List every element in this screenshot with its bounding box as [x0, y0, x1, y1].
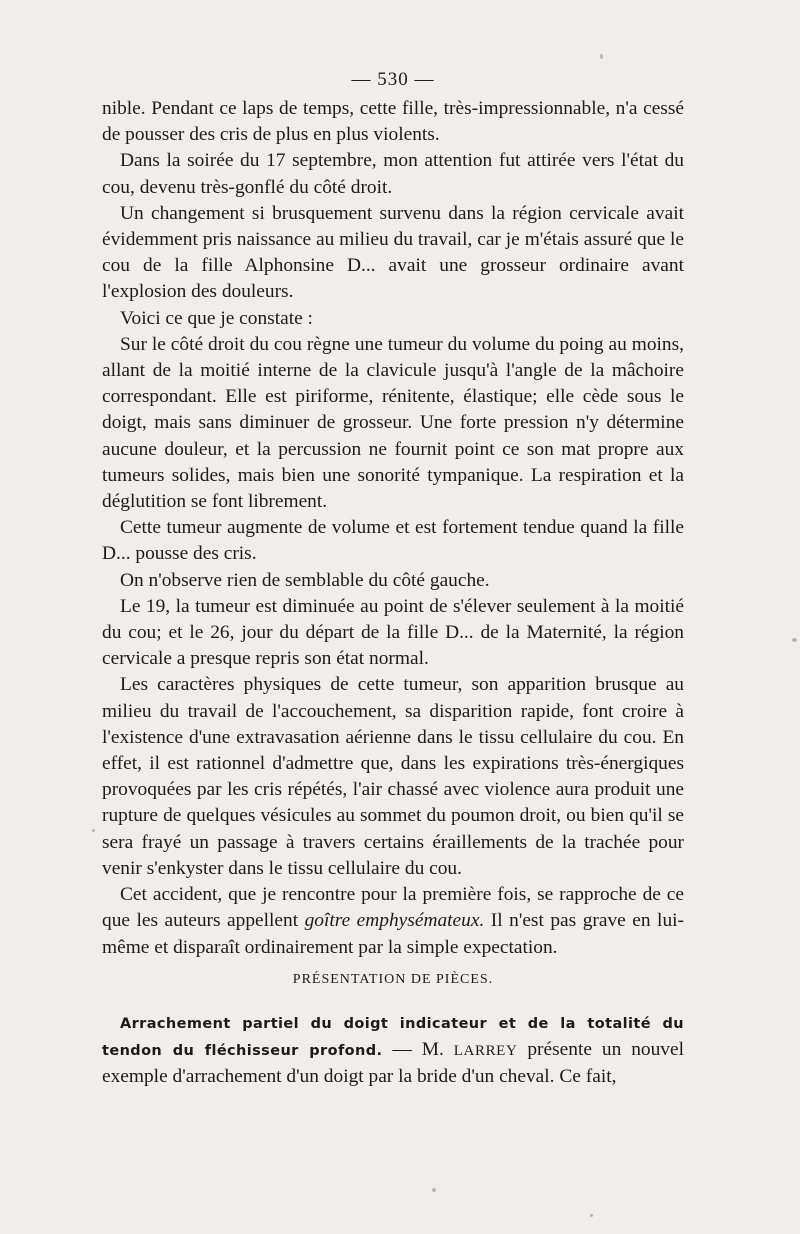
paragraph: Le 19, la tumeur est diminuée au point de s'élever seulement à la moitié du cou; et le 26, jour du départ de la fille D... de la Maternité, la région cervicale a presque repris son état normal.: [102, 595, 684, 670]
author-name: LARREY: [453, 1042, 518, 1059]
paragraph: [102, 882, 684, 961]
paragraph: Dans la soirée du 17 septembre, mon attention fut attirée vers l'état du cou, devenu très-gonflé du côté droit.: [102, 150, 684, 198]
paragraph: Voici ce que je constate :: [120, 307, 313, 329]
section-heading: PRÉSENTATION DE PIÈCES.: [292, 971, 494, 987]
page-content: [102, 66, 684, 1090]
paragraph: Cette tumeur augmente de volume et est fortement tendue quand la fille D... pousse des cris.: [102, 517, 684, 565]
page-number: — 530 —: [351, 69, 435, 90]
paragraph-text: Il n'est pas grave en lui-même et disparaît ordinairement par la simple expectation.: [102, 910, 684, 958]
paragraph: On n'observe rien de semblable du côté gauche.: [120, 569, 490, 591]
paper-speck: [600, 54, 603, 59]
paragraph-text: Cet accident, que je rencontre pour la première fois, se rapproche de ce que les auteurs appellent: [102, 884, 684, 932]
paragraph: Un changement si brusquement survenu dans la région cervicale avait évidemment pris naissance au milieu du travail, car je m'étais assuré que le cou de la fille Alphonsine D... avait une grosseur ordinaire avant l'explosion des douleurs.: [102, 202, 684, 303]
paper-speck: [792, 638, 797, 642]
dash-text: — M.: [382, 1038, 454, 1060]
paragraph-text: présente un nouvel exemple d'arrachement d'un doigt par la bride d'un cheval. Ce fait,: [102, 1038, 684, 1088]
paragraph: Les caractères physiques de cette tumeur, son apparition brusque au milieu du travail de l'accouchement, sa disparition rapide, font croire à l'existence d'une extravasation aérienne dans le tissu cellulaire du cou. En effet, il est rationnel d'admettre que, dans les expirations très-énergiques provoquées par les cris répétés, l'air chassé avec violence aura produit une rupture de quelques vésicules au sommet du poumon droit, ou bien qu'il se sera frayé un passage à travers certains éraillements de la trachée pour venir s'enkyster dans le tissu cellulaire du cou.: [102, 674, 684, 879]
paper-speck: [432, 1188, 436, 1192]
paragraph: [102, 1010, 684, 1091]
article-subheading: Arrachement partiel du doigt indicateur et de la totalité du tendon du fléchisseur profond.: [102, 1015, 684, 1059]
paragraph: nible. Pendant ce laps de temps, cette fille, très-impressionnable, n'a cessé de pousser des cris de plus en plus violents.: [102, 98, 684, 146]
paper-speck: [92, 829, 95, 832]
italic-term: goître emphysémateux.: [304, 910, 485, 932]
paper-speck: [590, 1214, 593, 1217]
paragraph: Sur le côté droit du cou règne une tumeur du volume du poing au moins, allant de la moitié interne de la clavicule jusqu'à l'angle de la mâchoire correspondant. Elle est piriforme, rénitente, élastique; elle cède sous le doigt, mais sans diminuer de grosseur. Une forte pression n'y détermine aucune douleur, et la percussion ne fournit point ce son mat propre aux tumeurs solides, mais bien une sonorité tympanique. La respiration et la déglutition se font librement.: [102, 333, 684, 513]
paragraph-list: [102, 96, 684, 882]
